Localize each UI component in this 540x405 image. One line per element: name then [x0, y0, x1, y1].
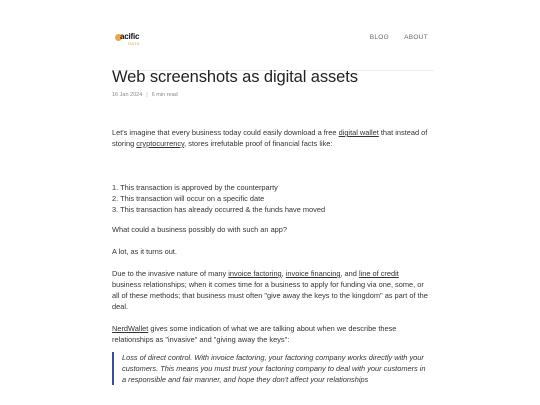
article-date: 16 Jan 2024 [112, 92, 143, 98]
paragraph-answer: A lot, as it turns out. [112, 247, 177, 256]
invoice-financing-link[interactable]: invoice financing [285, 269, 341, 278]
paragraph-invasive [112, 268, 430, 312]
spacer [112, 149, 430, 182]
article-body [112, 127, 430, 385]
paragraph-question: What could a business possibly do with such an app? [112, 225, 288, 234]
text: Due to the invasive nature of many [112, 269, 229, 278]
logo-subtitle: DATA [128, 41, 140, 46]
list-item: 2. This transaction will occur on a specific date [112, 194, 265, 203]
cryptocurrency-link[interactable]: cryptocurrency [136, 139, 185, 148]
text: that instead of storing [112, 128, 428, 148]
spacer [112, 215, 430, 224]
text: gives some indication of what we are talking about when we describe these relationships as "invasive" and "giving away the keys": [112, 324, 397, 344]
meta-separator: | [146, 92, 148, 98]
invoice-factoring-link[interactable]: invoice factoring [228, 269, 282, 278]
article-read-time: 6 min read [151, 92, 178, 98]
main-nav [357, 34, 428, 41]
site-logo[interactable] [115, 32, 155, 48]
spacer [112, 257, 430, 268]
article-meta [112, 92, 178, 98]
paragraph-nerdwallet [112, 323, 430, 345]
spacer [112, 312, 430, 323]
text: , and [340, 269, 359, 278]
list-item: 1. This transaction is approved by the counterparty [112, 183, 278, 192]
nerdwallet-link[interactable]: NerdWallet [112, 324, 149, 333]
facts-list [112, 182, 430, 215]
text: , stores irrefutable proof of financial facts like: [184, 139, 333, 148]
spacer [112, 235, 430, 246]
site-header [112, 30, 434, 50]
text: , [281, 269, 286, 278]
spacer [112, 345, 430, 352]
nav-blog-link[interactable]: BLOG [369, 34, 389, 41]
logo-wordmark: acific [120, 32, 140, 41]
nav-about-link[interactable]: ABOUT [404, 34, 428, 41]
list-item: 3. This transaction has already occurred & the funds have moved [112, 205, 326, 214]
text: Let's imagine that every business today could easily download a free [112, 128, 339, 137]
blockquote: Loss of direct control. With invoice factoring, your factoring company works directly with your customers. This means you must trust your factoring company to deal with your customers in a responsible and fair manner, and hope they don't affect your relationships [112, 352, 430, 385]
digital-wallet-link[interactable]: digital wallet [338, 128, 379, 137]
line-of-credit-link[interactable]: line of credit [358, 269, 399, 278]
article-title: Web screenshots as digital assets [112, 68, 358, 86]
text: business relationships; when it comes time for a business to apply for funding via one, some, or all of these methods; that business must often "give away the keys to the kingdom" as part of the deal. [112, 280, 428, 311]
paragraph-intro [112, 127, 430, 149]
